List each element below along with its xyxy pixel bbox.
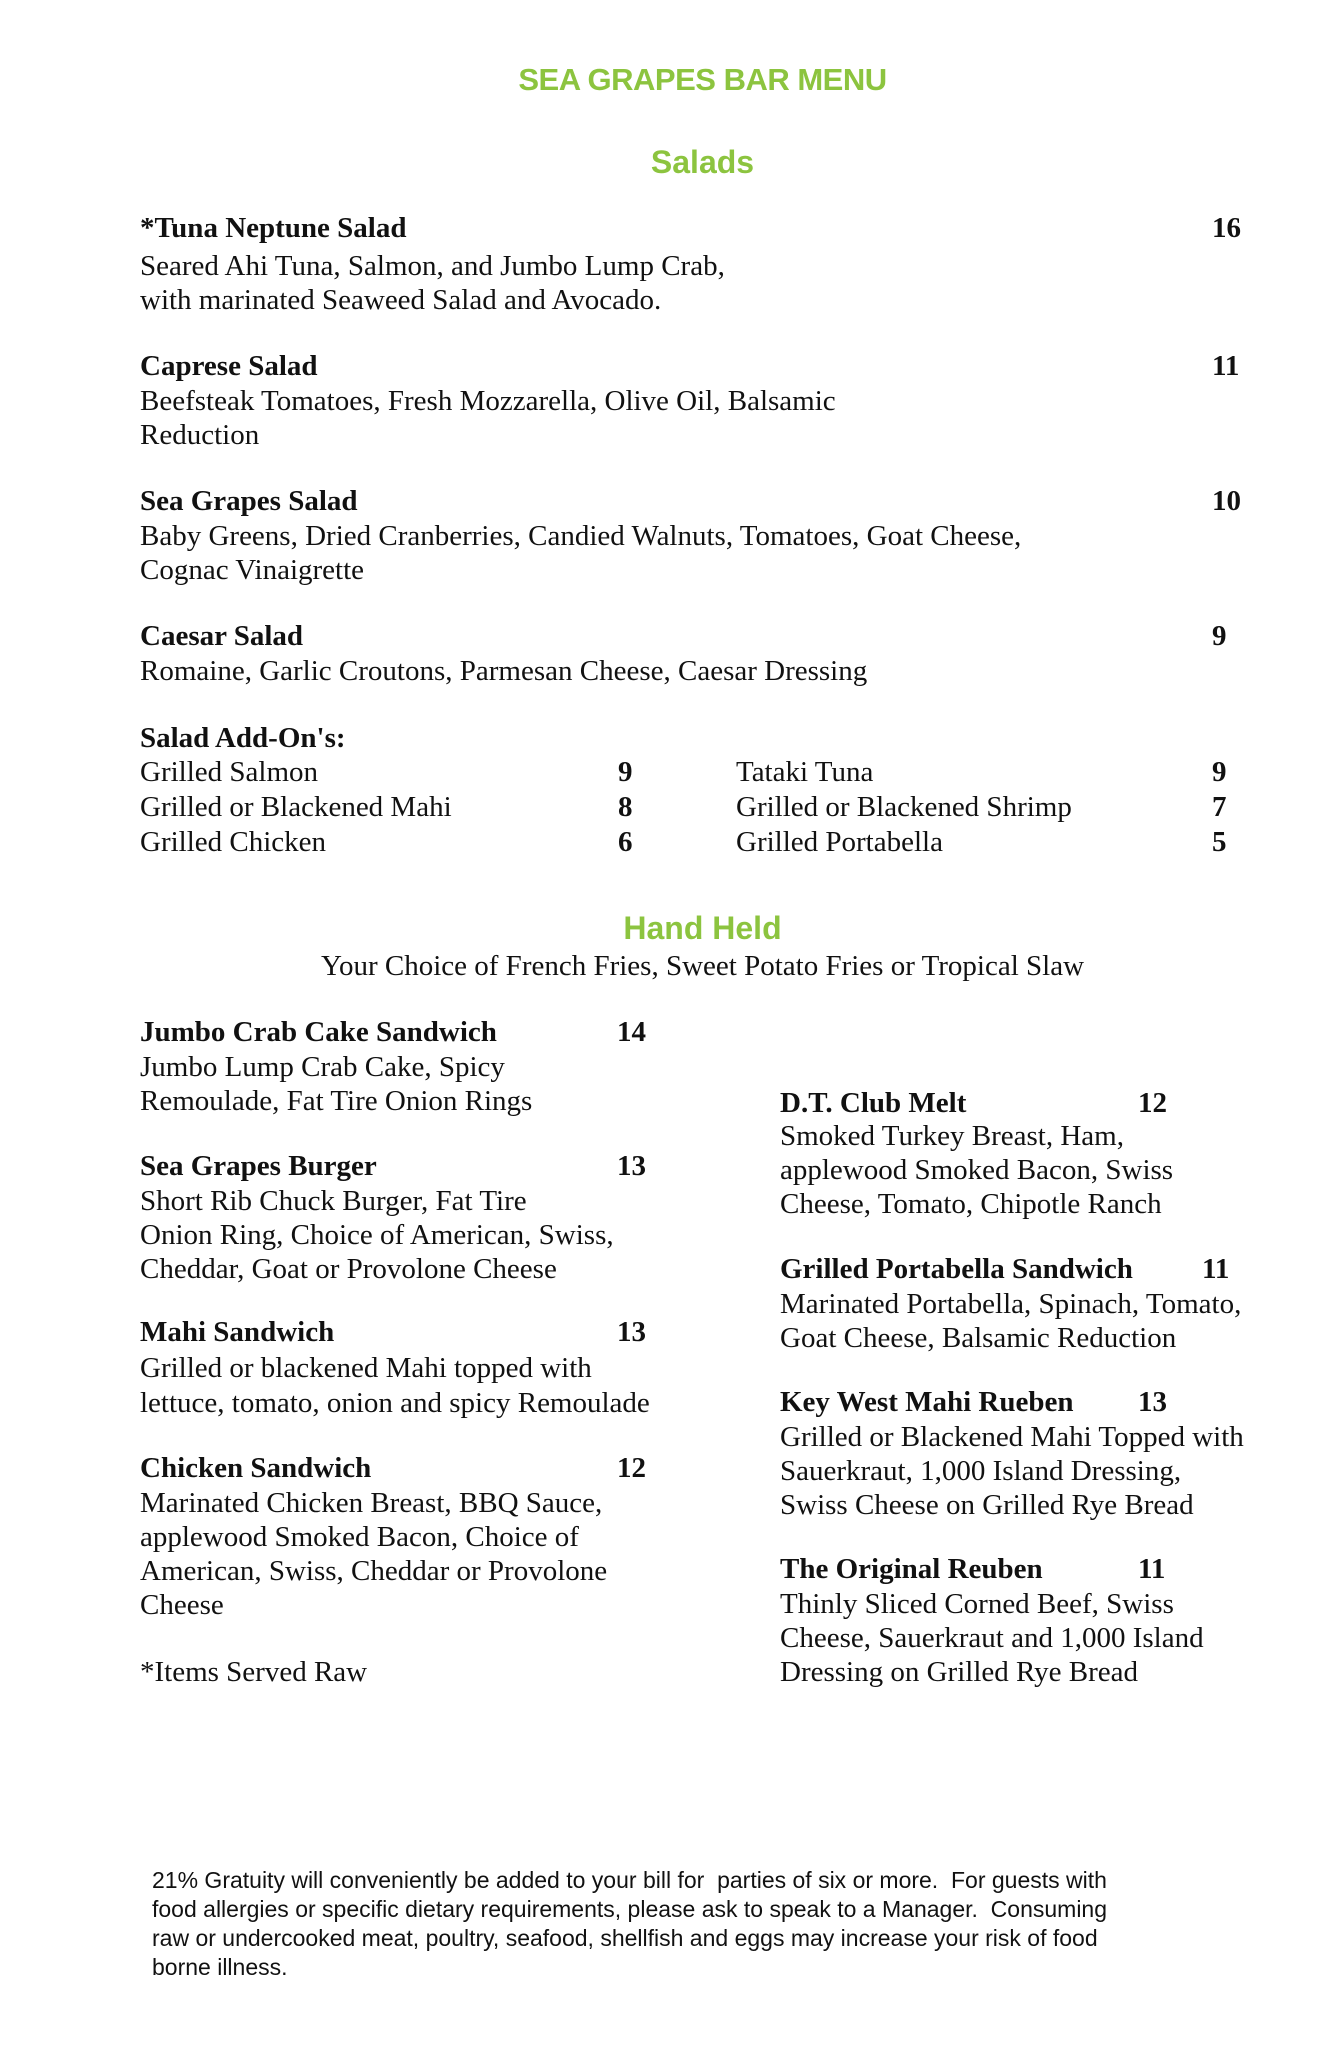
item-description: Beefsteak Tomatoes, Fresh Mozzarella, Olive Oil, Balsamic	[140, 385, 836, 417]
item-name: The Original Reuben	[780, 1553, 1043, 1585]
addon-name: Tataki Tuna	[736, 756, 874, 788]
footer-line: food allergies or specific dietary requirements, please ask to speak to a Manager. Consuming	[152, 1896, 1108, 1922]
item-name: Sea Grapes Burger	[140, 1150, 377, 1182]
item-name: Caprese Salad	[140, 350, 318, 382]
item-description: Grilled or blackened Mahi topped with	[140, 1352, 592, 1384]
item-description: Jumbo Lump Crab Cake, Spicy	[140, 1051, 505, 1083]
item-description: applewood Smoked Bacon, Choice of	[140, 1521, 579, 1553]
footer-line: borne illness.	[152, 1954, 288, 1980]
item-description: Cheese	[140, 1589, 224, 1621]
addon-price: 6	[618, 826, 633, 858]
item-description: Cheese, Sauerkraut and 1,000 Island	[780, 1622, 1204, 1654]
footer-line: raw or undercooked meat, poultry, seafood, shellfish and eggs may increase your risk of food	[152, 1925, 1098, 1951]
item-name: Caesar Salad	[140, 620, 304, 652]
item-description: Marinated Chicken Breast, BBQ Sauce,	[140, 1487, 603, 1519]
addon-price: 8	[618, 791, 633, 823]
item-price: 16	[1212, 212, 1241, 244]
item-description: Short Rib Chuck Burger, Fat Tire	[140, 1185, 527, 1217]
item-description: Baby Greens, Dried Cranberries, Candied Walnuts, Tomatoes, Goat Cheese,	[140, 520, 1022, 552]
item-description: Romaine, Garlic Croutons, Parmesan Cheese, Caesar Dressing	[140, 655, 868, 687]
footer-line: 21% Gratuity will conveniently be added to your bill for parties of six or more. For guests with	[152, 1867, 1107, 1893]
addons-heading: Salad Add-On's:	[140, 722, 346, 754]
item-description: Thinly Sliced Corned Beef, Swiss	[780, 1588, 1174, 1620]
menu-title: SEA GRAPES BAR MENU	[518, 62, 887, 97]
item-price: 11	[1212, 350, 1240, 382]
item-name: Sea Grapes Salad	[140, 485, 358, 517]
item-name: Mahi Sandwich	[140, 1316, 335, 1348]
item-price: 11	[1202, 1253, 1230, 1285]
addon-price: 9	[1212, 756, 1227, 788]
item-price: 14	[617, 1016, 646, 1048]
item-description: Swiss Cheese on Grilled Rye Bread	[780, 1489, 1194, 1521]
addon-name: Grilled Portabella	[736, 826, 943, 858]
item-price: 13	[617, 1316, 646, 1348]
item-description: Reduction	[140, 419, 260, 451]
item-name: Chicken Sandwich	[140, 1452, 372, 1484]
item-name: D.T. Club Melt	[780, 1087, 967, 1119]
item-description: Remoulade, Fat Tire Onion Rings	[140, 1085, 533, 1117]
item-description: Grilled or Blackened Mahi Topped with	[780, 1421, 1244, 1453]
item-price: 9	[1212, 620, 1227, 652]
item-description: Marinated Portabella, Spinach, Tomato,	[780, 1288, 1242, 1320]
item-description: Seared Ahi Tuna, Salmon, and Jumbo Lump Crab,	[140, 250, 725, 282]
item-description: Cognac Vinaigrette	[140, 554, 365, 586]
hand-held-heading: Hand Held	[623, 910, 782, 946]
addon-price: 7	[1212, 791, 1227, 823]
addon-name: Grilled Chicken	[140, 826, 327, 858]
item-price: 13	[1138, 1386, 1167, 1418]
item-name: Key West Mahi Rueben	[780, 1386, 1074, 1418]
item-description: Dressing on Grilled Rye Bread	[780, 1656, 1139, 1688]
hand-held-subtitle: Your Choice of French Fries, Sweet Potato Fries or Tropical Slaw	[320, 950, 1085, 982]
addon-price: 9	[618, 756, 633, 788]
item-price: 12	[1138, 1087, 1167, 1119]
item-name: *Tuna Neptune Salad	[140, 212, 407, 244]
item-description: Goat Cheese, Balsamic Reduction	[780, 1322, 1177, 1354]
addon-price: 5	[1212, 826, 1227, 858]
item-price: 13	[617, 1150, 646, 1182]
item-description: Onion Ring, Choice of American, Swiss,	[140, 1219, 614, 1251]
item-price: 12	[617, 1452, 646, 1484]
item-description: Cheese, Tomato, Chipotle Ranch	[780, 1188, 1162, 1220]
item-price: 11	[1138, 1553, 1166, 1585]
addon-name: Grilled or Blackened Shrimp	[736, 791, 1072, 823]
item-price: 10	[1212, 485, 1241, 517]
item-description: Smoked Turkey Breast, Ham,	[780, 1120, 1124, 1152]
footer-disclaimer	[152, 1866, 1262, 1982]
item-description: Cheddar, Goat or Provolone Cheese	[140, 1253, 557, 1285]
item-description: applewood Smoked Bacon, Swiss	[780, 1154, 1174, 1186]
item-name: Jumbo Crab Cake Sandwich	[140, 1016, 497, 1048]
item-description: with marinated Seaweed Salad and Avocado.	[140, 284, 662, 316]
raw-items-note: *Items Served Raw	[140, 1656, 368, 1688]
item-description: lettuce, tomato, onion and spicy Remoulade	[140, 1387, 650, 1419]
item-name: Grilled Portabella Sandwich	[780, 1253, 1133, 1285]
salads-heading: Salads	[650, 144, 755, 180]
item-description: Sauerkraut, 1,000 Island Dressing,	[780, 1455, 1182, 1487]
addon-name: Grilled or Blackened Mahi	[140, 791, 452, 823]
item-description: American, Swiss, Cheddar or Provolone	[140, 1555, 608, 1587]
addon-name: Grilled Salmon	[140, 756, 319, 788]
